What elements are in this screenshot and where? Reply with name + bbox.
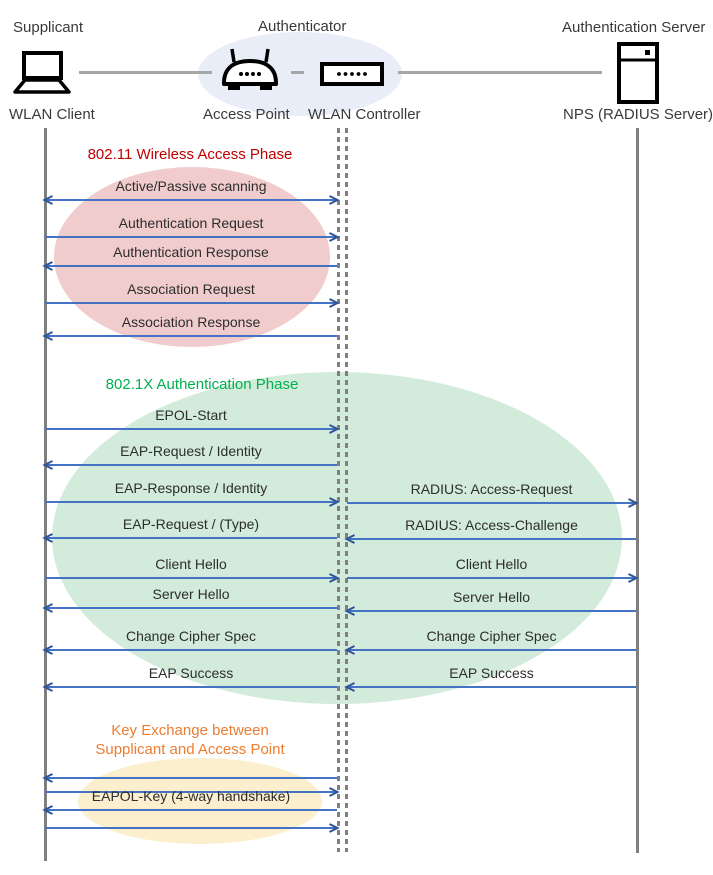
message-label: EAP-Request / Identity [120, 443, 262, 459]
message-label: Client Hello [155, 556, 227, 572]
message-label: Client Hello [455, 556, 528, 572]
wlan-client-label: WLAN Client [9, 106, 95, 123]
supplicant-role-label: Supplicant [13, 19, 84, 36]
auth-server-role-label: Authentication Server [562, 19, 706, 36]
message-label: RADIUS: Access-Request [410, 481, 573, 497]
message-label: Change Cipher Spec [426, 628, 557, 644]
message-label: Active/Passive scanning [115, 178, 267, 194]
wlan-controller-label: WLAN Controller [308, 106, 421, 123]
message-label: Authentication Request [118, 215, 264, 231]
authenticator-role-label: Authenticator [258, 18, 347, 35]
message-label: Authentication Response [113, 244, 269, 260]
dot1x-phase-label: 802.1X Authentication Phase [105, 376, 299, 393]
message-label: EAP-Response / Identity [114, 480, 268, 496]
message-label: EAPOL-Key (4-way handshake) [91, 788, 291, 804]
key-exchange-line2: Supplicant and Access Point [95, 741, 285, 758]
message-label: EAP Success [148, 665, 234, 681]
message-label: Association Response [121, 314, 261, 330]
wireless-phase-label: 802.11 Wireless Access Phase [87, 146, 293, 163]
key-exchange-phase-label [60, 721, 320, 759]
message-label: Server Hello [152, 586, 230, 602]
nps-server-label: NPS (RADIUS Server) [563, 106, 713, 123]
message-label: EPOL-Start [155, 407, 227, 423]
message-label: Server Hello [452, 589, 531, 605]
message-label: RADIUS: Access-Challenge [405, 517, 578, 533]
message-label: Change Cipher Spec [126, 628, 256, 644]
message-label: EAP-Request / (Type) [122, 516, 260, 532]
message-label: Association Request [127, 281, 255, 297]
message-label: EAP Success [449, 665, 534, 681]
access-point-label: Access Point [203, 106, 290, 123]
key-exchange-line1: Key Exchange between [111, 722, 269, 739]
